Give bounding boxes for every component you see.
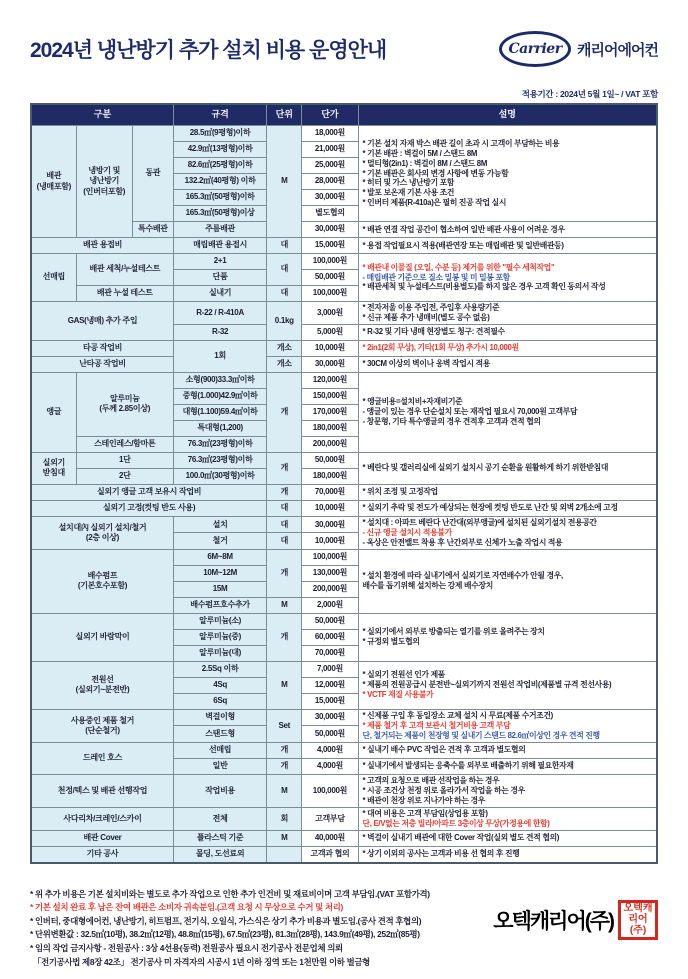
description-cell [358,807,657,830]
label-cell: 알루미늄(중) [173,629,266,645]
label-cell: 실외기 고정(컷팅 반도 사용) [31,500,267,516]
description-cell [358,302,657,325]
label-cell: 회 [267,807,302,830]
footer-note: * 위 추가 비용은 기본 설치비와는 별도로 추가 작업으로 인한 추가 인건비 및 재료비이며 고객 부담임.(VAT 포함가격) [30,888,430,899]
label-cell: 76.3㎡(23평형)이하 [173,436,266,452]
label-cell: 개소 [267,356,302,372]
description-cell [358,830,657,846]
price-cell: 30,000원 [302,516,358,532]
desc-line: * 배관세척 및 누설테스트(비용별도)를 하지 않은 경우 고객 확인 동의서 작성 [362,282,606,292]
description-cell [358,324,657,340]
table-row [31,254,657,270]
label-cell: 특대형(1,200) [173,420,266,436]
desc-line: * 실외기 전원선 인가 제품 [362,670,446,680]
label-cell: 설치대內 실외기 설치/철거 (2층 이상) [31,516,173,549]
carrier-oval-icon [499,31,571,67]
desc-line: - 매립배관 기준으로 질소 밀봉 및 미 밀봉 포함 [362,272,510,282]
description-cell [358,500,657,516]
table-row [31,709,657,725]
label-cell: GAS(냉매) 추가 주입 [31,302,173,341]
desc-line: * 전자저울 이용 주입전, 주입후 사용량기준 [362,303,500,312]
price-cell: 7,000원 [302,661,358,677]
col-header-category: 구분 [31,104,173,126]
label-cell: 실외기 앵글 고객 보유시 작업비 [31,484,267,500]
price-cell: 4,000원 [302,742,358,758]
company-block [493,900,658,940]
col-header-unit: 단위 [267,104,302,126]
desc-line: * 규정외 별도협의 [362,637,420,647]
table-row [31,549,657,565]
company-seal-icon: 오텍캐리어(주) [618,900,658,940]
label-cell: M [267,661,302,709]
desc-line: * 베란다 및 갤러리실에 실외기 설치시 공기 순환을 원활하게 하기 위한받침대 [362,463,609,473]
label-cell: 대 [267,254,302,286]
label-cell: 플라스틱 기준 [173,830,266,846]
label-cell: 철거 [173,533,266,549]
price-cell: 30,000원 [302,709,358,725]
price-cell: 50,000원 [302,726,358,742]
label-cell: 몰딩, 도선료외 [173,846,266,863]
desc-line: * 신규 제품 추가 냉매비(별도 공수 없음) [362,312,490,322]
desc-line: 단, 철거되는 제품이 천장형 및 실내기 스탠드 82.6㎡이상인 경우 견적 진행 [362,730,600,740]
label-cell: 개 [267,742,302,758]
label-cell: 82.6㎡(25평형)이하 [173,158,266,174]
price-cell: 4,000원 [302,758,358,774]
label-cell: 스테인레스/함마톤 [76,436,173,452]
footer-note: * 단위변환값 : 32.5㎡(10평), 38.2㎡(12평), 48.8㎡(15평), 67.5㎡(23평), 81.3㎡(28평), 143.9㎡(49평), 252㎡(85평) [30,929,420,940]
desc-line: * 상기 이외의 공사는 고객과 비용 선 협의 후 진행 [362,849,520,859]
label-cell: 100.0㎡(30평형)이하 [173,468,266,484]
description-cell [358,661,657,709]
label-cell: 알루미늄 (두께 2.85이상) [76,372,173,436]
description-cell [358,126,657,222]
table-row [31,340,657,356]
desc-line: * 기본 설치 자재 박스 배관 길이 초과 시 고객이 부담하는 비용 [362,138,560,148]
desc-line: * 30CM 이상의 벽이나 옹벽 작업시 적용 [362,359,491,369]
label-cell: 2+1 [173,254,266,270]
desc-line: * VCTF 재질 사용불가 [362,690,434,700]
price-cell: 130,000원 [302,565,358,581]
desc-line: * 기본 배관은 회사의 변경 사항에 변동 가능함 [362,168,509,178]
label-cell: 천정/텍스 및 배관 선행작업 [31,774,173,807]
carrier-logo-text: Carrier [508,41,562,57]
description-cell [358,709,657,742]
price-cell: 별도협의 [302,206,358,222]
label-cell: 42.9㎡(13평형)이하 [173,142,266,158]
description-cell [358,758,657,774]
carrier-logo [499,31,658,67]
label-cell: 165.3㎡(50평형)이상 [173,206,266,222]
label-cell: R-32 [173,324,266,340]
table-row [31,830,657,846]
price-cell: 30,000원 [302,222,358,238]
label-cell: 배관 (냉매포함) [31,126,76,238]
label-cell: 작업비용 [173,774,266,807]
table-row [31,238,657,254]
desc-line: * R-32 및 기타 냉매 현장별도 청구: 견적필수 [362,327,505,337]
price-cell: 170,000원 [302,404,358,420]
desc-line: * 배관이 천장 위로 지나가야 하는 경우 [362,795,485,805]
price-cell: 70,000원 [302,645,358,661]
label-cell: 132.2㎡(40평형) 이하 [173,174,266,190]
footer-notes [30,888,430,970]
col-header-description: 설명 [358,104,657,126]
brand-name: 캐리어에어컨 [577,41,658,59]
price-cell: 15,000원 [302,693,358,709]
table-row [31,846,657,863]
label-cell: M [267,597,302,613]
header-row [31,104,657,126]
desc-line: * 배관 연결 작업 공간이 협소하여 일반 배관 사용이 어려운 경우 [362,224,565,234]
col-header-spec: 규격 [173,104,266,126]
desc-line: - 앵글이 있는 경우 단순설치 또는 재작업 필요시 70,000원 고객부담 [362,407,578,417]
col-header-price: 단가 [302,104,358,126]
desc-line: - 옥상은 안전밸트 착용 후 난간외부로 신체가 노출 작업시 적용 [362,537,563,547]
table-row [31,452,657,468]
table-head [31,104,657,126]
label-cell: 주름배관 [173,222,266,238]
price-cell: 50,000원 [302,452,358,468]
price-cell: 70,000원 [302,484,358,500]
desc-line: * 용접 작업필요시 적용(배관연장 또는 매립배관 및 일반배관등) [362,240,564,250]
price-cell: 120,000원 [302,372,358,388]
label-cell: 배관 Cover [31,830,173,846]
label-cell: 실외기 받침대 [31,452,76,484]
label-cell: M [267,830,302,846]
label-cell: 배수펌프 (기본호수포함) [31,549,173,613]
label-cell: 배관 용접비 [31,238,173,254]
label-cell: 대 [267,286,302,302]
label-cell: 개 [267,613,302,661]
desc-line: - 신규 앵글 설치시 적용불가 [362,527,452,537]
price-cell: 10,000원 [302,340,358,356]
label-cell: 알루미늄(소) [173,613,266,629]
label-cell: Set [267,709,302,742]
footer-note: * 인버터, 중대형에어컨, 냉난방기, 히트펌프, 전기식, 오일식, 가스식은 상기 추가 비용과 별도임.(공사 견적 후협의) [30,915,422,926]
page-title: 2024년 냉난방기 추가 설치 비용 운영안내 [30,39,387,62]
description-cell [358,742,657,758]
label-cell: 6Sq [173,693,266,709]
label-cell: 앵글 [31,372,76,452]
price-cell: 200,000원 [302,581,358,597]
price-cell: 21,000원 [302,142,358,158]
label-cell [267,846,302,863]
description-cell [358,356,657,372]
label-cell: 배수펌프호수추가 [173,597,266,613]
label-cell: 사용중인 제품 철거 (단순철거) [31,709,173,742]
description-cell [358,846,657,863]
cost-table [30,103,658,864]
label-cell: 실외기 바람막이 [31,613,173,661]
table-row [31,500,657,516]
description-cell [358,549,657,613]
label-cell: 실내기 [173,286,266,302]
description-cell [358,254,657,302]
price-cell: 고객과 협의 [302,846,358,863]
desc-line: * 멀티형(2in1) : 벽걸이 8M / 스탠드 8M [362,158,488,168]
desc-line: * 위치 조정 및 고정작업 [362,487,438,497]
description-cell [358,774,657,807]
table-row [31,372,657,388]
document-footer [30,888,658,970]
table-row [31,126,657,142]
table-row [31,356,657,372]
price-cell: 28,000원 [302,174,358,190]
label-cell: 28.5㎡(9평형)이하 [173,126,266,142]
desc-line: * 실외기 추락 및 전도가 예상되는 현장에 컷팅 반도로 난간 및 외벽 2개소에 고정 [362,503,618,513]
label-cell: 기타 공사 [31,846,173,863]
label-cell: 개소 [267,340,302,356]
validity-period: 적용기간 : 2024년 5월 1일~ / VAT 포함 [521,89,658,99]
label-cell: 배관 세척/누설테스트 [76,254,173,286]
table-row [31,302,657,325]
price-cell: 100,000원 [302,254,358,270]
price-cell: 18,000원 [302,126,358,142]
description-cell [358,516,657,549]
desc-line: * 고객의 요청으로 배관 선작업을 하는 경우 [362,775,500,785]
desc-line: * 배관내 이물질 (오일, 수분 등) 제거를 위한 "필수 세척작업" [362,262,555,272]
label-cell: 1단 [76,452,173,468]
desc-line: * 발포 보온재 기본 사용 조건 [362,188,455,198]
label-cell: 동관 [132,126,173,222]
desc-line: - 창문형, 기타 특수앵글의 경우 견적후 고객과 견적 협의 [362,417,541,427]
price-cell: 30,000원 [302,190,358,206]
label-cell: 15M [173,581,266,597]
label-cell: 10M~12M [173,565,266,581]
table-row [31,516,657,532]
label-cell: 165.3㎡(50평형)이하 [173,190,266,206]
footer-note: * 임의 작업 금지사항 - 전원공사 : 3상 4선용(동력) 전원공사 필요시 전기공사 전문업체 의뢰 [30,943,343,954]
desc-line: * 제품 철거 후 고객 보관시 철거비용 고객 부담 [362,720,511,730]
label-cell: 사다리차/크레인/스카이 [31,807,173,830]
footer-note: 「전기공사법 제8장 42조」 전기공사 미 자격자의 시공시 1년 이하 징역 또는 1천만원 이하 벌금형 [33,956,370,967]
table-row [31,742,657,758]
label-cell: 6M~8M [173,549,266,565]
footer-note: * 기본 설치 완료 후 남은 잔여 배관은 소비자 귀속분임.(고객 요청 시 무상으로 수거 및 처리) [30,902,344,913]
price-cell: 180,000원 [302,420,358,436]
label-cell: 개 [267,372,302,452]
desc-line: * 기본 배관 : 벽걸이 5M / 스탠드 8M [362,148,478,158]
table-row [31,613,657,629]
price-cell: 180,000원 [302,468,358,484]
table-row [31,661,657,677]
label-cell: M [267,774,302,807]
price-cell: 5,000원 [302,324,358,340]
table-row [31,484,657,500]
price-cell: 10,000원 [302,500,358,516]
label-cell: 개 [267,758,302,774]
label-cell: 벽걸이형 [173,709,266,725]
company-name: 오텍캐리어(주) [493,909,613,933]
label-cell: 4Sq [173,677,266,693]
label-cell: 1회 [173,340,266,372]
label-cell: 개 [267,452,302,484]
price-cell: 고객부담 [302,807,358,830]
price-cell: 2,000원 [302,597,358,613]
label-cell: 대 [267,533,302,549]
desc-line: * 벽걸이 실내기 배관에 대한 Cover 작업(실외 별도 견적 협의) [362,833,560,843]
desc-line: * 설치대 : 아파트 베란다 난간대(외부앵글)에 설치된 실외기설치 전용공간 [362,517,597,527]
label-cell: 선매립 [173,742,266,758]
price-cell: 150,000원 [302,388,358,404]
label-cell: 일반 [173,758,266,774]
label-cell: 전원선 (실외기~분전반) [31,661,173,709]
label-cell: 난타공 작업비 [31,356,173,372]
label-cell: 단품 [173,270,266,286]
price-cell: 100,000원 [302,774,358,807]
label-cell: 특수배관 [132,222,173,238]
description-cell [358,372,657,452]
description-cell [358,484,657,500]
desc-line: * 대여 비용은 고객 부담임(상업용 포함) [362,808,488,818]
price-cell: 100,000원 [302,549,358,565]
label-cell: 선매립 [31,254,76,302]
price-cell: 40,000원 [302,830,358,846]
price-cell: 3,000원 [302,302,358,325]
label-cell: 중형(1.000)42.9㎡이하 [173,388,266,404]
label-cell: 전체 [173,807,266,830]
label-cell: R-22 / R-410A [173,302,266,325]
label-cell: 스탠드형 [173,726,266,742]
desc-line: * 2in1(2회 무상), 기타(1회 무상) 추가시 10,000원 [362,343,519,353]
desc-line: * 히터 및 가스 냉난방기 포함 [362,178,455,188]
label-cell: 냉방기 및 냉난방기 (인버터포함) [76,126,132,238]
label-cell: 2.5Sq 이하 [173,661,266,677]
label-cell: 소형(900)33.3㎡이하 [173,372,266,388]
label-cell: 대 [267,516,302,532]
price-cell: 10,000원 [302,533,358,549]
desc-line: * 실내기에서 발생되는 응축수를 외부로 배출하기 위해 필요한자재 [362,761,574,771]
price-cell: 200,000원 [302,436,358,452]
label-cell: 대 [267,500,302,516]
desc-line: 단, E/V없는 저층 빌라/아파트 3층이상 무상(가정용에 한함) [362,818,550,828]
desc-line: * 시공 조건상 천정 위로 올라가서 작업을 하는 경우 [362,785,525,795]
price-cell: 30,000원 [302,356,358,372]
document-header [30,26,658,72]
desc-line: * 신제품 구입 후 동일장소 교체 설치 시 무료(제품 수거조건) [362,710,553,720]
description-cell [358,238,657,254]
desc-line: * 제품의 전원공급시 분전반~실외기까지 전원선 작업비(제품별 규격 전선사용) [362,680,612,690]
label-cell: 매립배관 용접시 [173,238,266,254]
desc-line: * 인버터 제품(R-410a)은 필히 진공 작업 실시 [362,198,507,208]
label-cell: 알루미늄(대) [173,645,266,661]
desc-line: * 실내기 배수 PVC 작업은 견적 후 고객과 별도협의 [362,745,526,755]
label-cell: M [267,126,302,238]
label-cell: 대 [267,238,302,254]
table-row [31,807,657,830]
label-cell: 타공 작업비 [31,340,173,356]
label-cell: 설치 [173,516,266,532]
desc-line: * 실외기에서 외부로 방출되는 열기를 위로 올려주는 장치 [362,627,545,637]
desc-line: * 앵글비용=설치비+자재비기준 [362,397,463,407]
desc-line: * 설치 환경에 따라 실내기에서 실외기로 자연배수가 안될 경우, [362,571,563,581]
description-cell [358,452,657,484]
description-cell [358,222,657,238]
label-cell: 대형(1.100)59.4㎡이하 [173,404,266,420]
label-cell: 배관 누설 테스트 [76,286,173,302]
price-cell: 100,000원 [302,286,358,302]
label-cell: 개 [267,549,302,597]
price-cell: 60,000원 [302,629,358,645]
desc-line: 배수를 돕기위해 설치하는 강제 배수장치 [362,581,493,591]
price-cell: 50,000원 [302,613,358,629]
price-cell: 25,000원 [302,158,358,174]
label-cell: 2단 [76,468,173,484]
description-cell [358,613,657,661]
price-cell: 15,000원 [302,238,358,254]
price-cell: 50,000원 [302,270,358,286]
label-cell: 드레인 호스 [31,742,173,774]
table-row [31,774,657,807]
label-cell: 개 [267,484,302,500]
price-cell: 12,000원 [302,677,358,693]
label-cell: 0.1kg [267,302,302,341]
table-body [31,126,657,863]
description-cell [358,340,657,356]
label-cell: 76.3㎡(23평형)이하 [173,452,266,468]
